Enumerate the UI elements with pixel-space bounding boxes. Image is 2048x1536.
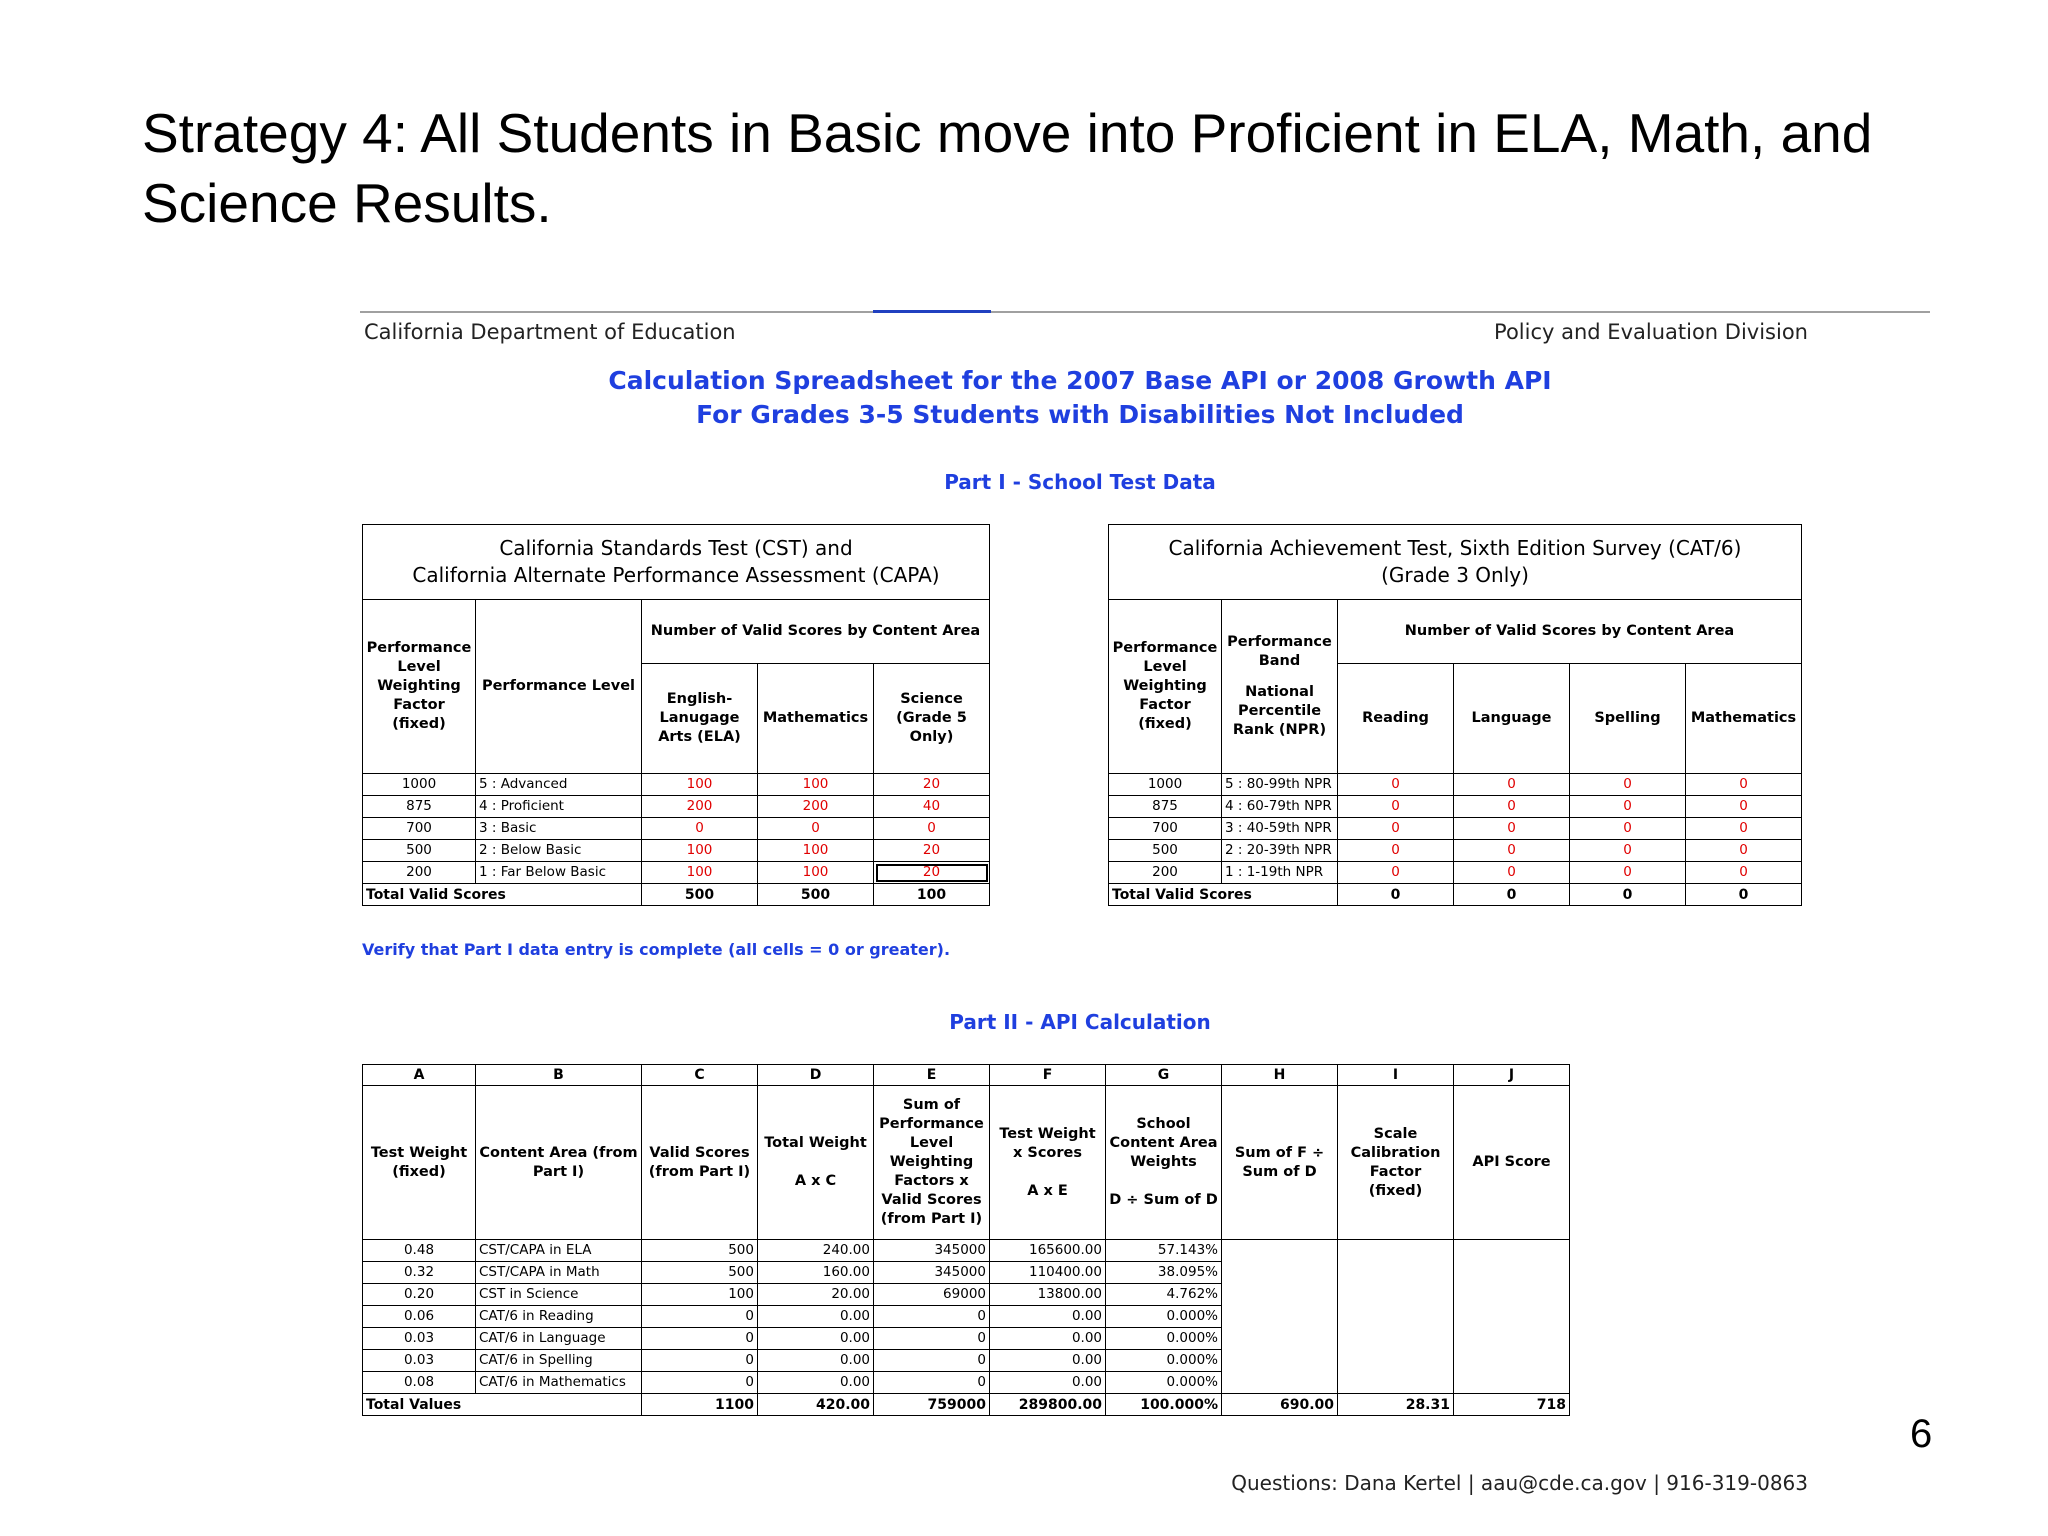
cell-spelling[interactable]: 0	[1570, 840, 1686, 862]
table-row	[363, 862, 990, 884]
cell-weighted: 165600.00	[990, 1240, 1106, 1262]
cat6-col-reading: Reading	[1338, 664, 1454, 774]
total-weight: 420.00	[758, 1394, 874, 1416]
total-row	[1109, 884, 1802, 906]
cst-col-factor: Performance Level Weighting Factor (fixed)	[363, 600, 476, 774]
cell-weight: 0.08	[363, 1372, 476, 1394]
cell-band: 4 : 60-79th NPR	[1222, 796, 1338, 818]
table-row	[363, 774, 990, 796]
cell-area-weight: 4.762%	[1106, 1284, 1222, 1306]
cst-heading-line2: California Alternate Performance Assessment (CAPA)	[412, 563, 940, 587]
cell-total-weight: 0.00	[758, 1328, 874, 1350]
cell-factor: 200	[1109, 862, 1222, 884]
cst-heading-line1: California Standards Test (CST) and	[499, 536, 853, 560]
table-row	[363, 796, 990, 818]
cell-reading[interactable]: 0	[1338, 818, 1454, 840]
cell-level: 2 : Below Basic	[476, 840, 642, 862]
cell-weight: 0.06	[363, 1306, 476, 1328]
cell-area: CST/CAPA in Math	[476, 1262, 642, 1284]
cell-ela[interactable]: 100	[642, 862, 758, 884]
cell-weighted: 110400.00	[990, 1262, 1106, 1284]
cat6-heading-line2: (Grade 3 Only)	[1381, 563, 1529, 587]
cell-area-weight: 0.000%	[1106, 1306, 1222, 1328]
cell-sci[interactable]: 20	[874, 840, 990, 862]
cst-col-sci: Science (Grade 5 Only)	[874, 664, 990, 774]
cell-total-weight: 0.00	[758, 1306, 874, 1328]
sheet-title	[360, 364, 1800, 432]
cat6-heading	[1109, 525, 1802, 600]
sheet-title-line1: Calculation Spreadsheet for the 2007 Base API or 2008 Growth API	[608, 366, 1552, 395]
cat6-heading-line1: California Achievement Test, Sixth Edition Survey (CAT/6)	[1168, 536, 1742, 560]
cell-spelling[interactable]: 0	[1570, 818, 1686, 840]
cell-weighted: 0.00	[990, 1306, 1106, 1328]
col-letter: I	[1338, 1065, 1454, 1086]
cell-sci[interactable]: 0	[874, 818, 990, 840]
total-area-weight: 100.000%	[1106, 1394, 1222, 1416]
spreadsheet	[360, 308, 1933, 1533]
cell-sum-pl: 0	[874, 1350, 990, 1372]
cell-sci[interactable]: 40	[874, 796, 990, 818]
cell-factor: 500	[1109, 840, 1222, 862]
total-label: Total Values	[363, 1394, 642, 1416]
footer-contact: Questions: Dana Kertel | aau@cde.ca.gov | 916-319-0863	[1231, 1471, 1808, 1495]
cell-area: CAT/6 in Mathematics	[476, 1372, 642, 1394]
cell-scores: 500	[642, 1240, 758, 1262]
cell-math[interactable]: 0	[1686, 796, 1802, 818]
cell-sci[interactable]: 20	[874, 774, 990, 796]
table-row	[1109, 818, 1802, 840]
col-letter: B	[476, 1065, 642, 1086]
col-letter: E	[874, 1065, 990, 1086]
cell-area-weight: 0.000%	[1106, 1350, 1222, 1372]
cat6-col-band-npr: National Percentile Rank (NPR)	[1232, 684, 1327, 738]
cell-math[interactable]: 100	[758, 862, 874, 884]
cell-scores: 100	[642, 1284, 758, 1306]
table-row	[363, 1240, 1570, 1262]
cell-area-weight: 0.000%	[1106, 1328, 1222, 1350]
cat6-col-math: Mathematics	[1686, 664, 1802, 774]
cell-weight: 0.20	[363, 1284, 476, 1306]
total-label: Total Valid Scores	[363, 884, 642, 906]
cell-scores: 0	[642, 1350, 758, 1372]
cell-empty	[1222, 1240, 1338, 1394]
cell-ela[interactable]: 100	[642, 840, 758, 862]
cell-scores: 0	[642, 1306, 758, 1328]
table-row	[1109, 840, 1802, 862]
total-language: 0	[1454, 884, 1570, 906]
cell-factor: 1000	[363, 774, 476, 796]
total-sum-pl: 759000	[874, 1394, 990, 1416]
cell-empty	[1454, 1240, 1570, 1394]
cell-math[interactable]: 200	[758, 796, 874, 818]
cat6-table	[1108, 524, 1802, 906]
api-col-header: Sum of F ÷ Sum of D	[1222, 1086, 1338, 1240]
cat6-col-group: Number of Valid Scores by Content Area	[1338, 600, 1802, 664]
cell-sum-pl: 345000	[874, 1262, 990, 1284]
total-math: 500	[758, 884, 874, 906]
cell-weight: 0.48	[363, 1240, 476, 1262]
cat6-col-band-top: Performance Band	[1227, 634, 1332, 669]
cst-col-math: Mathematics	[758, 664, 874, 774]
cell-language[interactable]: 0	[1454, 818, 1570, 840]
cell-spelling[interactable]: 0	[1570, 774, 1686, 796]
table-row	[1109, 862, 1802, 884]
cell-sum-pl: 0	[874, 1372, 990, 1394]
cell-ela[interactable]: 200	[642, 796, 758, 818]
cell-band: 3 : 40-59th NPR	[1222, 818, 1338, 840]
cell-math[interactable]: 0	[1686, 840, 1802, 862]
cell-band: 5 : 80-99th NPR	[1222, 774, 1338, 796]
page-number: 6	[1910, 1412, 1933, 1456]
cat6-col-spelling: Spelling	[1570, 664, 1686, 774]
column-letters-row	[363, 1065, 1570, 1086]
cell-total-weight: 20.00	[758, 1284, 874, 1306]
cell-empty	[1338, 1240, 1454, 1394]
cell-area: CAT/6 in Reading	[476, 1306, 642, 1328]
total-sci: 100	[874, 884, 990, 906]
cell-band: 1 : 1-19th NPR	[1222, 862, 1338, 884]
cell-ela[interactable]: 0	[642, 818, 758, 840]
cat6-col-band	[1222, 600, 1338, 774]
cat6-col-factor: Performance Level Weighting Factor (fixed)	[1109, 600, 1222, 774]
cell-math[interactable]: 0	[1686, 818, 1802, 840]
cell-reading[interactable]: 0	[1338, 840, 1454, 862]
cell-level: 4 : Proficient	[476, 796, 642, 818]
col-letter: F	[990, 1065, 1106, 1086]
col-letter: C	[642, 1065, 758, 1086]
total-weighted: 289800.00	[990, 1394, 1106, 1416]
slide-title: Strategy 4: All Students in Basic move into Proficient in ELA, Math, and Science Results.	[142, 102, 1873, 234]
cat6-col-language: Language	[1454, 664, 1570, 774]
cell-area: CAT/6 in Language	[476, 1328, 642, 1350]
cell-reading[interactable]: 0	[1338, 774, 1454, 796]
col-letter: D	[758, 1065, 874, 1086]
col-letter: H	[1222, 1065, 1338, 1086]
cell-level: 5 : Advanced	[476, 774, 642, 796]
cell-factor: 200	[363, 862, 476, 884]
cell-scores: 0	[642, 1372, 758, 1394]
cell-language[interactable]: 0	[1454, 840, 1570, 862]
api-table	[362, 1064, 1570, 1416]
cell-total-weight: 0.00	[758, 1372, 874, 1394]
cst-col-group: Number of Valid Scores by Content Area	[642, 600, 990, 664]
cell-math[interactable]: 0	[758, 818, 874, 840]
header-rule	[360, 311, 1930, 313]
cell-total-weight: 0.00	[758, 1350, 874, 1372]
api-header-row	[363, 1086, 1570, 1240]
cell-reading[interactable]: 0	[1338, 796, 1454, 818]
table-row	[363, 818, 990, 840]
header-rule-accent	[873, 310, 991, 313]
cell-math[interactable]: 100	[758, 774, 874, 796]
sum-f-over-d: 690.00	[1222, 1394, 1338, 1416]
cell-sum-pl: 345000	[874, 1240, 990, 1262]
cell-scores: 0	[642, 1328, 758, 1350]
total-row	[363, 884, 990, 906]
cell-area: CST/CAPA in ELA	[476, 1240, 642, 1262]
cell-sum-pl: 0	[874, 1328, 990, 1350]
cell-math[interactable]: 0	[1686, 774, 1802, 796]
cell-factor: 500	[363, 840, 476, 862]
total-ela: 500	[642, 884, 758, 906]
cell-weight: 0.32	[363, 1262, 476, 1284]
col-letter: A	[363, 1065, 476, 1086]
cell-language[interactable]: 0	[1454, 774, 1570, 796]
api-col-header: Valid Scores (from Part I)	[642, 1086, 758, 1240]
cst-heading	[363, 525, 990, 600]
cell-sci-selected[interactable]: 20	[874, 862, 990, 884]
cell-area: CST in Science	[476, 1284, 642, 1306]
col-letter: G	[1106, 1065, 1222, 1086]
cell-weighted: 13800.00	[990, 1284, 1106, 1306]
cell-scores: 500	[642, 1262, 758, 1284]
cell-factor: 700	[363, 818, 476, 840]
table-row	[1109, 774, 1802, 796]
cell-weight: 0.03	[363, 1350, 476, 1372]
cell-level: 3 : Basic	[476, 818, 642, 840]
cst-col-level: Performance Level	[476, 600, 642, 774]
cell-area-weight: 0.000%	[1106, 1372, 1222, 1394]
header-org: California Department of Education	[364, 320, 736, 344]
table-row	[1109, 796, 1802, 818]
scale-factor: 28.31	[1338, 1394, 1454, 1416]
total-reading: 0	[1338, 884, 1454, 906]
total-row	[363, 1394, 1570, 1416]
cell-factor: 1000	[1109, 774, 1222, 796]
part1-title: Part I - School Test Data	[944, 470, 1216, 494]
api-col-header: School Content Area Weights D ÷ Sum of D	[1106, 1086, 1222, 1240]
cell-factor: 875	[363, 796, 476, 818]
api-col-header: Total Weight A x C	[758, 1086, 874, 1240]
cell-weighted: 0.00	[990, 1328, 1106, 1350]
total-spelling: 0	[1570, 884, 1686, 906]
cell-math[interactable]: 100	[758, 840, 874, 862]
cell-level: 1 : Far Below Basic	[476, 862, 642, 884]
cell-factor: 875	[1109, 796, 1222, 818]
cell-math[interactable]: 0	[1686, 862, 1802, 884]
header-division: Policy and Evaluation Division	[1494, 320, 1808, 344]
api-col-header: API Score	[1454, 1086, 1570, 1240]
cell-spelling[interactable]: 0	[1570, 796, 1686, 818]
cell-weight: 0.03	[363, 1328, 476, 1350]
cst-table	[362, 524, 990, 906]
cell-weighted: 0.00	[990, 1372, 1106, 1394]
cell-area-weight: 57.143%	[1106, 1240, 1222, 1262]
cell-ela[interactable]: 100	[642, 774, 758, 796]
total-label: Total Valid Scores	[1109, 884, 1338, 906]
cell-band: 2 : 20-39th NPR	[1222, 840, 1338, 862]
part2-title: Part II - API Calculation	[949, 1010, 1211, 1034]
api-col-header: Sum of Performance Level Weighting Factors x Valid Scores (from Part I)	[874, 1086, 990, 1240]
cell-language[interactable]: 0	[1454, 862, 1570, 884]
cell-total-weight: 240.00	[758, 1240, 874, 1262]
cell-sum-pl: 0	[874, 1306, 990, 1328]
cell-reading[interactable]: 0	[1338, 862, 1454, 884]
verify-note: Verify that Part I data entry is complete (all cells = 0 or greater).	[362, 940, 951, 959]
cell-total-weight: 160.00	[758, 1262, 874, 1284]
sheet-title-line2: For Grades 3-5 Students with Disabilities Not Included	[696, 400, 1464, 429]
cell-factor: 700	[1109, 818, 1222, 840]
cell-language[interactable]: 0	[1454, 796, 1570, 818]
api-col-header: Test Weight (fixed)	[363, 1086, 476, 1240]
col-letter: J	[1454, 1065, 1570, 1086]
api-score: 718	[1454, 1394, 1570, 1416]
total-math: 0	[1686, 884, 1802, 906]
api-col-header: Scale Calibration Factor (fixed)	[1338, 1086, 1454, 1240]
table-row	[363, 840, 990, 862]
cell-spelling[interactable]: 0	[1570, 862, 1686, 884]
cell-weighted: 0.00	[990, 1350, 1106, 1372]
api-col-header: Content Area (from Part I)	[476, 1086, 642, 1240]
cst-col-ela: English-Lanugage Arts (ELA)	[642, 664, 758, 774]
total-scores: 1100	[642, 1394, 758, 1416]
cell-area: CAT/6 in Spelling	[476, 1350, 642, 1372]
api-col-header: Test Weight x Scores A x E	[990, 1086, 1106, 1240]
cell-area-weight: 38.095%	[1106, 1262, 1222, 1284]
cell-sum-pl: 69000	[874, 1284, 990, 1306]
